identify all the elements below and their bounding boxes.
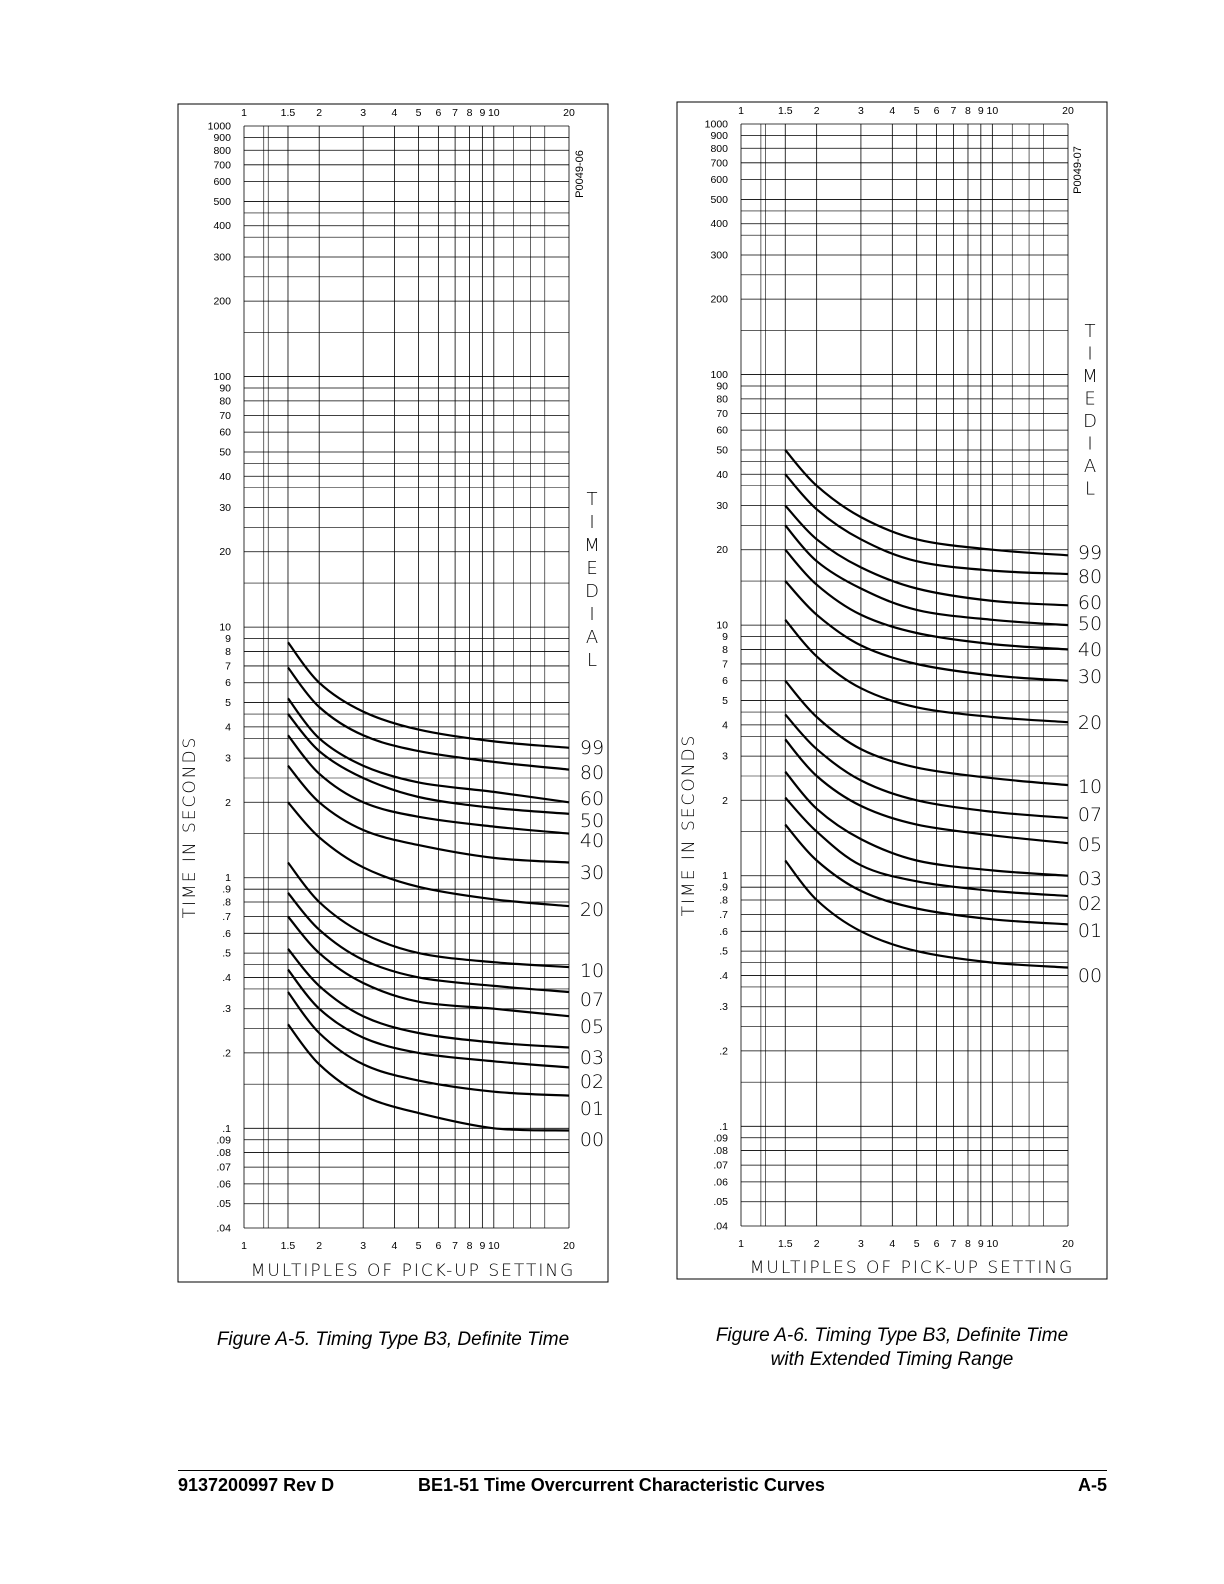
curve-label-30: 30 (579, 862, 605, 884)
y-tick-label: 80 (716, 393, 728, 406)
x-tick-label-top: 7 (452, 107, 459, 119)
y-tick-label: 600 (213, 176, 231, 189)
caption-figure-a6-line2: with Extended Timing Range (770, 1349, 1014, 1370)
y-tick-label: .09 (713, 1132, 728, 1145)
x-tick-label-top: 5 (415, 107, 422, 119)
footer-doc-number: 9137200997 Rev D (178, 1475, 335, 1495)
x-tick-label-top: 10 (487, 107, 500, 119)
y-tick-label: .4 (719, 969, 728, 982)
curve-label-40: 40 (1077, 639, 1103, 661)
curve-label-02: 02 (579, 1071, 605, 1093)
x-tick-label-bottom: 3 (360, 1240, 367, 1252)
y-tick-label: 8 (722, 643, 728, 656)
curve-label-00: 00 (579, 1129, 605, 1151)
time-dial-letter: I (589, 512, 595, 533)
x-tick-label-bottom: 1 (738, 1238, 744, 1250)
y-tick-label: 1 (225, 872, 231, 885)
y-tick-label: 900 (213, 131, 231, 144)
x-tick-label-top: 10 (986, 105, 999, 117)
curve-label-05: 05 (579, 1016, 605, 1038)
y-tick-label: 100 (710, 369, 728, 382)
curve-time-dial-99 (785, 450, 1068, 555)
time-dial-letter: A (1083, 456, 1097, 477)
x-tick-label-top: 6 (435, 107, 442, 119)
x-tick-label-top: 5 (913, 105, 920, 117)
x-tick-label-top: 3 (360, 107, 367, 119)
x-tick-label-bottom: 8 (965, 1238, 971, 1250)
y-tick-label: 10 (219, 621, 231, 634)
x-tick-label-top: 4 (889, 105, 896, 117)
time-dial-letter: I (1087, 343, 1093, 365)
x-tick-label-bottom: 2 (316, 1240, 323, 1252)
y-tick-label: 300 (710, 249, 728, 262)
y-tick-label: 3 (722, 750, 728, 763)
curve-label-03: 03 (579, 1047, 605, 1069)
y-tick-label: 500 (710, 193, 728, 206)
x-tick-label-top: 9 (977, 105, 984, 117)
curve-label-20: 20 (1077, 712, 1103, 734)
x-tick-label-top: 1.5 (777, 105, 793, 117)
x-tick-label-top: 6 (933, 105, 940, 117)
y-tick-label: 8 (225, 645, 231, 658)
y-tick-label: 20 (219, 546, 231, 559)
x-tick-label-bottom: 7 (452, 1240, 459, 1252)
y-tick-label: 7 (722, 658, 728, 671)
y-tick-label: .9 (719, 881, 728, 894)
curve-time-dial-80 (785, 474, 1068, 574)
x-tick-label-bottom: 3 (857, 1238, 864, 1250)
y-tick-label: .6 (222, 927, 231, 940)
y-tick-label: 900 (710, 129, 728, 142)
x-tick-label-top: 4 (391, 107, 398, 119)
x-tick-label-bottom: 6 (933, 1238, 940, 1250)
x-tick-label-bottom: 20 (1062, 1238, 1074, 1250)
curve-time-dial-60 (785, 506, 1068, 606)
x-tick-label-bottom: 8 (466, 1240, 473, 1252)
y-tick-label: 300 (213, 251, 231, 264)
time-dial-title (1082, 321, 1098, 500)
y-tick-label: .4 (222, 971, 231, 984)
y-tick-label: .2 (719, 1045, 728, 1058)
y-tick-label: .7 (719, 909, 728, 922)
y-tick-label: 90 (716, 380, 728, 393)
x-tick-label-top: 1 (738, 105, 744, 117)
y-tick-label: 9 (225, 633, 231, 646)
time-dial-letter: M (1082, 366, 1098, 387)
curve-label-40: 40 (579, 830, 605, 852)
curve-time-dial-05 (785, 739, 1068, 843)
y-tick-label: .1 (222, 1122, 231, 1135)
x-tick-label-bottom: 10 (986, 1238, 999, 1250)
time-dial-letter: T (1084, 321, 1096, 342)
y-tick-label: .5 (222, 947, 231, 960)
x-tick-label-bottom: 5 (415, 1240, 422, 1252)
x-axis-title: MULTIPLES OF PICK-UP SETTING (250, 1261, 576, 1281)
y-tick-label: .5 (719, 945, 728, 958)
curve-time-dial-07 (785, 715, 1068, 819)
y-tick-label: 30 (716, 500, 728, 513)
x-tick-label-top: 2 (813, 105, 820, 117)
time-dial-letter: I (1087, 433, 1093, 455)
y-tick-label: 600 (710, 174, 728, 187)
curve-label-20: 20 (579, 899, 605, 921)
figure-id-label: P0049-06 (574, 150, 586, 198)
y-axis-title: TIME IN SECONDS (679, 733, 699, 917)
y-tick-label: 70 (716, 407, 728, 420)
curve-label-80: 80 (579, 762, 605, 784)
curve-label-00: 00 (1077, 965, 1103, 987)
x-tick-label-top: 8 (466, 107, 473, 119)
y-tick-label: 7 (225, 660, 231, 673)
x-tick-label-bottom: 4 (889, 1238, 896, 1250)
x-tick-label-top: 7 (950, 105, 957, 117)
y-tick-label: 70 (219, 409, 231, 422)
curve-label-80: 80 (1077, 566, 1103, 588)
y-tick-label: 1000 (704, 118, 728, 131)
x-tick-label-bottom: 4 (391, 1240, 398, 1252)
curve-time-dial-02 (785, 798, 1068, 896)
curve-label-07: 07 (579, 989, 605, 1011)
y-tick-label: .3 (719, 1001, 728, 1014)
y-tick-label: 1 (722, 870, 728, 883)
curve-label-10: 10 (579, 960, 605, 982)
footer-doc-title: BE1-51 Time Overcurrent Characteristic Curves (418, 1475, 825, 1495)
y-tick-label: 2 (225, 796, 231, 809)
y-tick-label: 80 (219, 395, 231, 408)
time-dial-letter: T (586, 489, 598, 510)
y-tick-label: 400 (213, 220, 231, 233)
y-axis-title: TIME IN SECONDS (180, 735, 200, 919)
x-tick-label-top: 20 (563, 107, 575, 119)
x-tick-label-bottom: 2 (813, 1238, 820, 1250)
y-tick-label: 700 (710, 157, 728, 170)
curve-label-01: 01 (1077, 920, 1103, 942)
x-tick-label-top: 1 (241, 107, 247, 119)
y-tick-label: .05 (216, 1198, 231, 1211)
y-tick-label: 90 (219, 382, 231, 395)
y-tick-label: .3 (222, 1003, 231, 1016)
curve-label-60: 60 (1077, 592, 1103, 614)
y-tick-label: .04 (216, 1222, 231, 1235)
y-tick-label: .07 (216, 1161, 231, 1174)
curve-time-dial-10 (785, 681, 1068, 785)
y-tick-label: .06 (713, 1176, 728, 1189)
y-tick-label: 9 (722, 631, 728, 644)
time-dial-letter: M (584, 535, 600, 556)
curve-label-10: 10 (1077, 776, 1103, 798)
curve-label-99: 99 (1077, 542, 1103, 564)
y-tick-label: 4 (225, 721, 231, 734)
x-tick-label-bottom: 10 (487, 1240, 500, 1252)
x-tick-label-bottom: 20 (563, 1240, 575, 1252)
x-tick-label-top: 3 (857, 105, 864, 117)
x-tick-label-bottom: 9 (479, 1240, 486, 1252)
y-tick-label: .09 (216, 1134, 231, 1147)
curve-label-30: 30 (1077, 666, 1103, 688)
x-tick-label-top: 9 (479, 107, 486, 119)
y-tick-label: .7 (222, 911, 231, 924)
x-tick-label-bottom: 6 (435, 1240, 442, 1252)
x-tick-label-bottom: 9 (977, 1238, 984, 1250)
y-tick-label: 5 (225, 697, 231, 710)
y-tick-label: .8 (222, 896, 231, 909)
curve-label-60: 60 (579, 788, 605, 810)
y-tick-label: .06 (216, 1178, 231, 1191)
curve-label-99: 99 (579, 737, 605, 759)
y-tick-label: 400 (710, 218, 728, 231)
x-tick-label-bottom: 1 (241, 1240, 247, 1252)
y-tick-label: 10 (716, 619, 728, 632)
y-tick-label: .1 (719, 1120, 728, 1133)
y-tick-label: 3 (225, 752, 231, 765)
x-tick-label-top: 1.5 (280, 107, 296, 119)
time-dial-letter: D (585, 581, 599, 602)
y-tick-label: .04 (713, 1220, 728, 1233)
y-tick-label: .2 (222, 1047, 231, 1060)
x-tick-label-top: 2 (316, 107, 323, 119)
x-tick-label-top: 20 (1062, 105, 1074, 117)
y-tick-label: 4 (722, 719, 728, 732)
y-tick-label: 40 (716, 468, 728, 481)
curve-time-dial-03 (785, 772, 1068, 876)
x-axis-title: MULTIPLES OF PICK-UP SETTING (749, 1258, 1075, 1278)
time-dial-letter: L (1084, 478, 1096, 500)
y-tick-label: 5 (722, 695, 728, 708)
footer-divider (178, 1470, 1107, 1471)
curve-time-dial-40 (785, 550, 1068, 650)
x-tick-label-bottom: 1.5 (280, 1240, 296, 1252)
footer-page-number: A-5 (1077, 1475, 1107, 1495)
y-tick-label: 6 (722, 675, 728, 688)
curve-label-07: 07 (1077, 804, 1103, 826)
curve-label-03: 03 (1077, 868, 1103, 890)
curve-label-50: 50 (1077, 613, 1103, 635)
y-tick-label: 200 (213, 295, 231, 308)
y-tick-label: 700 (213, 159, 231, 172)
y-tick-label: .05 (713, 1196, 728, 1209)
time-dial-letter: I (589, 604, 595, 625)
y-tick-label: .08 (713, 1145, 728, 1158)
time-dial-letter: D (1083, 411, 1097, 432)
y-tick-label: .8 (719, 894, 728, 907)
y-tick-label: 30 (219, 502, 231, 515)
y-tick-label: 40 (219, 470, 231, 483)
curve-label-01: 01 (579, 1098, 605, 1120)
x-tick-label-bottom: 1.5 (777, 1238, 793, 1250)
y-tick-label: 60 (219, 426, 231, 439)
figure-id-label: P0049-07 (1072, 146, 1084, 194)
time-dial-letter: L (586, 650, 598, 671)
curve-label-50: 50 (579, 810, 605, 832)
time-dial-letter: E (1084, 388, 1096, 410)
curve-label-05: 05 (1077, 834, 1103, 856)
y-tick-label: .9 (222, 883, 231, 896)
y-tick-label: 50 (716, 444, 728, 457)
caption-figure-a6-line1: Figure A-6. Timing Type B3, Definite Time (715, 1325, 1069, 1346)
y-tick-label: 800 (710, 142, 728, 155)
caption-figure-a5: Figure A-5. Timing Type B3, Definite Time (216, 1329, 570, 1350)
y-tick-label: 800 (213, 144, 231, 157)
y-tick-label: 60 (716, 424, 728, 437)
y-tick-label: 2 (722, 794, 728, 807)
y-tick-label: 500 (213, 195, 231, 208)
time-dial-letter: E (586, 558, 598, 579)
y-tick-label: 100 (213, 371, 231, 384)
curve-label-02: 02 (1077, 893, 1103, 915)
y-tick-label: 1000 (207, 120, 231, 133)
caption-figure-a6 (677, 1324, 1107, 1372)
y-tick-label: 200 (710, 293, 728, 306)
y-tick-label: .08 (216, 1147, 231, 1160)
y-tick-label: .6 (719, 925, 728, 938)
x-tick-label-bottom: 7 (950, 1238, 957, 1250)
y-tick-label: 20 (716, 544, 728, 557)
y-tick-label: 6 (225, 677, 231, 690)
y-tick-label: .07 (713, 1159, 728, 1172)
y-tick-label: 50 (219, 446, 231, 459)
x-tick-label-bottom: 5 (913, 1238, 920, 1250)
time-dial-letter: A (585, 627, 599, 648)
x-tick-label-top: 8 (965, 105, 971, 117)
